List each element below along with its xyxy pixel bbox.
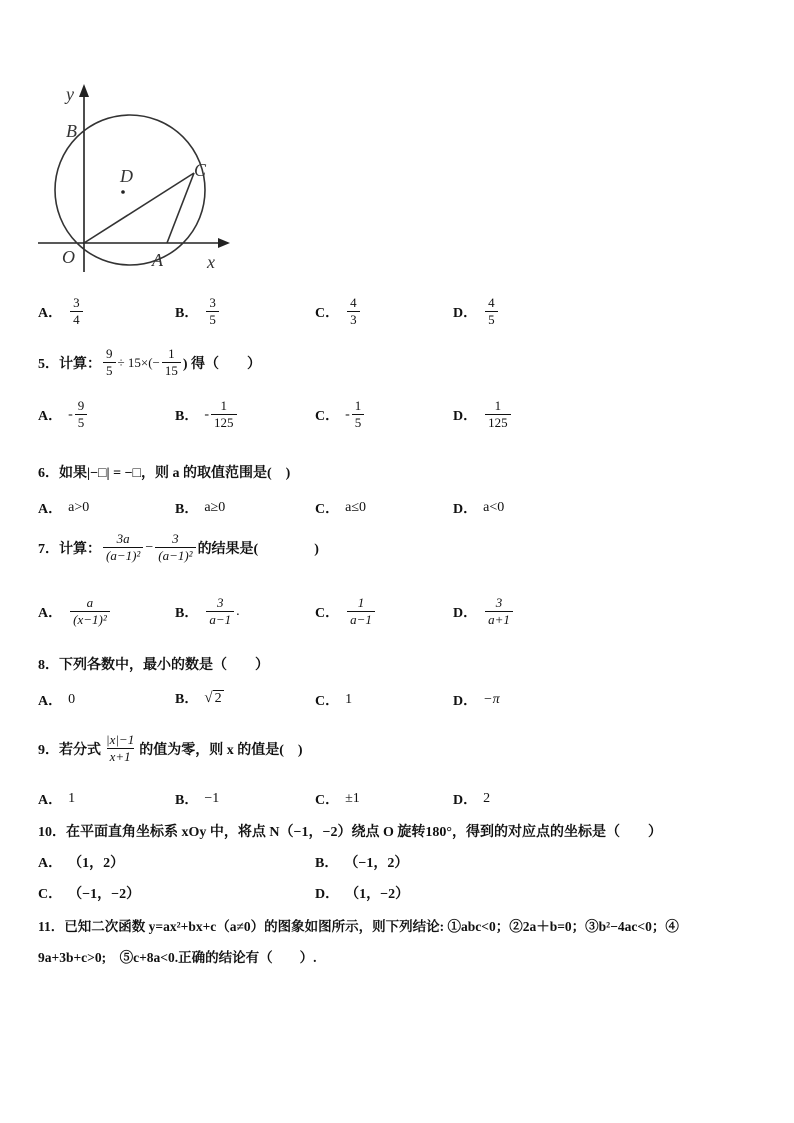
label-x: x — [207, 252, 215, 272]
chord-ac — [167, 173, 194, 243]
q6-option-a[interactable]: A． a>0 — [38, 500, 90, 517]
q11-stem-line2: 9a+3b+c>0; ⑤c+8a<0.正确的结论有（ ）. — [38, 950, 317, 965]
q10-option-a[interactable]: A． （1，2） — [38, 856, 125, 871]
option-label: C． — [315, 305, 340, 321]
label-o: O — [62, 247, 75, 267]
q8-option-a[interactable]: A． 0 — [38, 692, 76, 709]
q9-stem: 9．若分式 $\frac{|x|-1}{x+1}$ 的值为零，则 x 的值是( ) — [38, 732, 303, 765]
circle-figure — [30, 80, 230, 275]
q5-stem: 5．计算： $\frac{9}{5}$ ÷ 15×(− $\frac{1}{15}$ ) 得（ ） — [38, 346, 262, 379]
option-label: B． — [175, 305, 199, 321]
q10-stem: 10．在平面直角坐标系 xOy 中，将点 N（−1，−2）绕点 O 旋转180°，得到的对应点的坐标是（ ） — [38, 825, 662, 840]
q9-option-b[interactable]: B． −1 — [175, 791, 220, 808]
center-point — [121, 190, 125, 194]
x-axis-arrow — [218, 238, 230, 248]
q7-option-d[interactable]: D． $\frac{3}{a+1}$ — [453, 596, 515, 628]
q5-option-d[interactable]: D． $\frac{1}{125}$ — [453, 399, 513, 431]
q6-option-d[interactable]: D． a<0 — [453, 500, 505, 517]
y-axis-arrow — [79, 84, 89, 97]
q4-option-a[interactable]: A． $\frac{3}{4}$ — [38, 296, 85, 328]
q6-option-c[interactable]: C． a≤0 — [315, 500, 367, 517]
q7-option-b[interactable]: B． $\frac{3}{a-1}$ . — [175, 595, 240, 628]
q6-option-b[interactable]: B． a≥0 — [175, 500, 226, 517]
q8-option-d[interactable]: D． −π — [453, 692, 500, 709]
q10-option-d[interactable]: D． （1，−2） — [315, 887, 410, 902]
label-a: A — [152, 250, 163, 270]
q9-option-a[interactable]: A． 1 — [38, 791, 76, 808]
q7-option-a[interactable]: A． $\frac{a}{\text{(x−1)²}}$ — [38, 596, 112, 628]
option-label: D． — [453, 305, 478, 321]
label-y: y — [66, 84, 74, 104]
q8-option-c[interactable]: C． 1 — [315, 692, 353, 709]
q10-option-c[interactable]: C． （−1，−2） — [38, 887, 141, 902]
q9-option-c[interactable]: C． ±1 — [315, 791, 360, 808]
q8-stem: 8．下列各数中，最小的数是（ ） — [38, 658, 269, 673]
sqrt-symbol: √ 2 — [204, 689, 222, 706]
q11-stem-line1: 11．已知二次函数 y=ax²+bx+c（a≠0）的图象如图所示，则下列结论: ①abc<0；②2a＋b=0；③b²−4ac<0；④ — [38, 919, 679, 934]
q5-option-b[interactable]: B． - $\frac{1}{125}$ — [175, 399, 239, 431]
q5-option-a[interactable]: A． - $\frac{9}{5}$ — [38, 399, 89, 431]
q10-option-b[interactable]: B． （−1，2） — [315, 856, 409, 871]
label-c: C — [194, 160, 207, 180]
label-d: D — [120, 166, 133, 186]
q4-option-c[interactable]: C． $\frac{4}{3}$ — [315, 296, 362, 328]
q7-option-c[interactable]: C． $\frac{1}{a-1}$ — [315, 596, 377, 628]
label-b: B — [66, 121, 77, 141]
q7-stem: 7．计算： $\frac{3a}{\text{(a−1)²}}$ − $\frac{3}{\text{(a−1)²}}$ 的结果是( ) — [38, 531, 319, 564]
q9-option-d[interactable]: D． 2 — [453, 791, 491, 808]
option-label: A． — [38, 305, 63, 321]
q6-stem: 6．如果|−□| = −□，则 a 的取值范围是( ) — [38, 466, 291, 481]
q4-option-d[interactable]: D． $\frac{4}{5}$ — [453, 296, 500, 328]
q5-option-c[interactable]: C． - $\frac{1}{5}$ — [315, 399, 366, 431]
q8-option-b[interactable]: B． √ 2 — [175, 689, 222, 707]
q4-option-b[interactable]: B． $\frac{3}{5}$ — [175, 296, 221, 328]
chord-oc — [84, 173, 194, 243]
